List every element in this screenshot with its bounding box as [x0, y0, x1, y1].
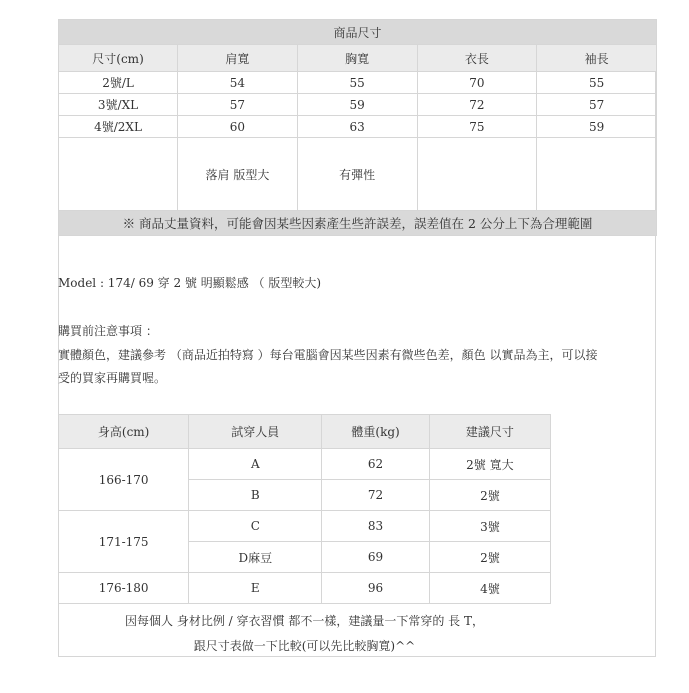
note-cell — [537, 138, 657, 211]
fit-table — [58, 414, 551, 604]
fit-table-header-row — [59, 415, 551, 449]
weight-cell: 96 — [322, 573, 429, 604]
notice-line: 實體顏色，建議參考 （商品近拍特寫 ）每台電腦會因某些因素有微些色差，顏色 以實品為主，可以接 — [58, 348, 598, 362]
table-row — [59, 116, 657, 138]
value-cell: 54 — [178, 72, 298, 94]
weight-cell: 72 — [322, 480, 429, 511]
model-info: Model : 174/ 69 穿 2 號 明顯鬆感 （ 版型較大) — [58, 276, 322, 290]
recommended-size-cell: 3號 — [429, 511, 550, 542]
footnote-line: 因每個人 身材比例 / 穿衣習慣 都不一樣，建議量一下常穿的 長 T， — [125, 614, 484, 628]
size-cell: 3號/XL — [59, 94, 178, 116]
person-cell: D麻豆 — [189, 542, 322, 573]
value-cell: 59 — [537, 116, 657, 138]
height-cell: 171-175 — [59, 511, 189, 573]
size-cell: 4號/2XL — [59, 116, 178, 138]
header-cell: 體重(kg) — [322, 415, 429, 449]
notice-body — [58, 344, 654, 390]
size-cell: 2號/L — [59, 72, 178, 94]
height-cell: 166-170 — [59, 449, 189, 511]
value-cell: 60 — [178, 116, 298, 138]
note-cell: 有彈性 — [297, 138, 417, 211]
recommended-size-cell: 2號 寬大 — [429, 449, 550, 480]
person-cell: B — [189, 480, 322, 511]
height-cell: 176-180 — [59, 573, 189, 604]
person-cell: C — [189, 511, 322, 542]
recommended-size-cell: 2號 — [429, 542, 550, 573]
note-cell — [59, 138, 178, 211]
size-table — [58, 19, 657, 236]
size-table-title: 商品尺寸 — [59, 20, 657, 45]
note-cell: 落肩 版型大 — [178, 138, 298, 211]
weight-cell: 69 — [322, 542, 429, 573]
header-cell: 袖長 — [537, 45, 657, 72]
value-cell: 55 — [297, 72, 417, 94]
weight-cell: 83 — [322, 511, 429, 542]
person-cell: A — [189, 449, 322, 480]
value-cell: 57 — [537, 94, 657, 116]
weight-cell: 62 — [322, 449, 429, 480]
note-cell — [417, 138, 537, 211]
value-cell: 70 — [417, 72, 537, 94]
table-row — [59, 72, 657, 94]
value-cell: 59 — [297, 94, 417, 116]
table-row — [59, 573, 551, 604]
person-cell: E — [189, 573, 322, 604]
value-cell: 75 — [417, 116, 537, 138]
value-cell: 72 — [417, 94, 537, 116]
header-cell: 身高(cm) — [59, 415, 189, 449]
header-cell: 建議尺寸 — [429, 415, 550, 449]
notice-title: 購買前注意事項 ： — [58, 324, 158, 338]
table-row — [59, 94, 657, 116]
recommended-size-cell: 4號 — [429, 573, 550, 604]
size-table-header-row — [59, 45, 657, 72]
header-cell: 肩寬 — [178, 45, 298, 72]
measurement-warning: ※ 商品丈量資料，可能會因某些因素產生些許誤差，誤差值在 2 公分上下為合理範圍 — [59, 211, 657, 236]
table-row — [59, 449, 551, 480]
header-cell: 試穿人員 — [189, 415, 322, 449]
notice-line: 受的買家再購買喔。 — [58, 371, 167, 385]
recommended-size-cell: 2號 — [429, 480, 550, 511]
value-cell: 55 — [537, 72, 657, 94]
footnote-line: 跟尺寸表做一下比較(可以先比較胸寬)^^ — [193, 639, 416, 653]
header-cell: 衣長 — [417, 45, 537, 72]
table-row — [59, 511, 551, 542]
header-cell: 尺寸(cm) — [59, 45, 178, 72]
value-cell: 57 — [178, 94, 298, 116]
header-cell: 胸寬 — [297, 45, 417, 72]
notes-row — [59, 138, 657, 211]
value-cell: 63 — [297, 116, 417, 138]
